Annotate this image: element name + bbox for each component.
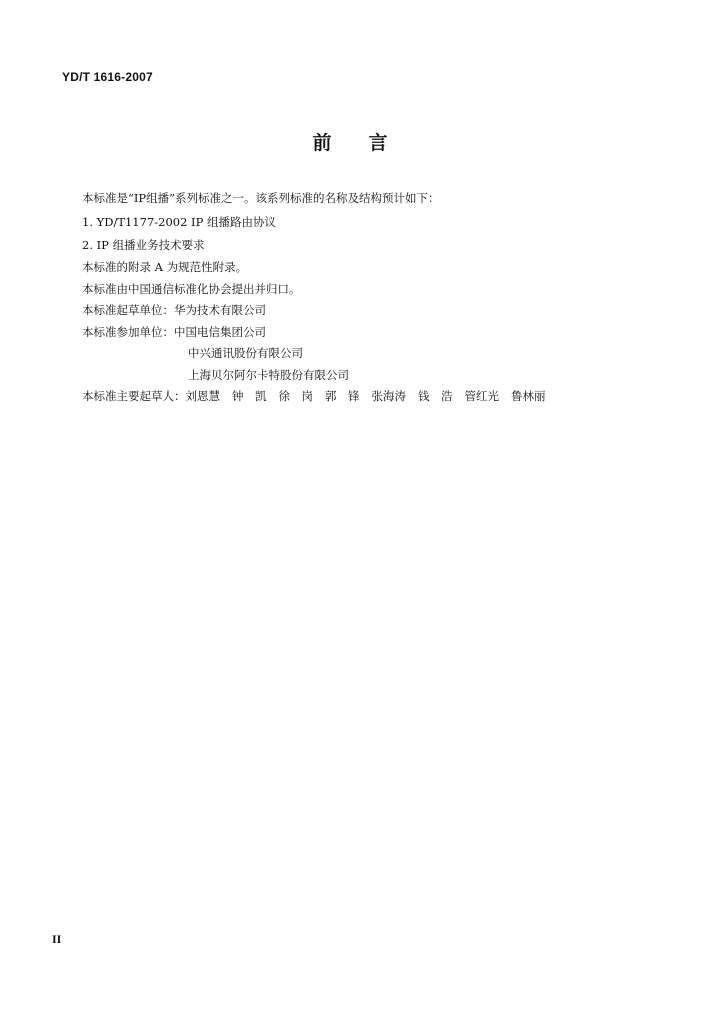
participating-units: 本标准参加单位：中国电信集团公司	[82, 325, 266, 339]
drafter-name: 钟 凯	[232, 389, 267, 403]
participant-3: 上海贝尔阿尔卡特股份有限公司	[188, 368, 349, 382]
standard-code: YD/T 1616-2007	[62, 70, 153, 84]
title-char-2: 言	[368, 132, 389, 154]
drafter-name: 张海涛	[371, 389, 406, 403]
drafting-unit: 本标准起草单位：华为技术有限公司	[82, 303, 266, 317]
appendix-note: 本标准的附录 A 为规范性附录。	[82, 260, 248, 274]
page-title	[0, 128, 701, 155]
intro-paragraph: 本标准是“IP组播”系列标准之一。该系列标准的名称及结构预计如下：	[82, 191, 440, 205]
drafters-label: 本标准主要起草人：	[82, 389, 186, 403]
page-number: II	[52, 932, 62, 946]
title-char-1: 前	[312, 132, 333, 154]
drafter-name: 郭 锋	[325, 389, 360, 403]
drafter-name: 管红光	[464, 389, 499, 403]
drafter-name: 徐 岗	[278, 389, 313, 403]
series-item-1: 1. YD/T1177-2002 IP 组播路由协议	[82, 215, 276, 229]
main-drafters	[82, 389, 546, 403]
proposal-note: 本标准由中国通信标准化协会提出并归口。	[82, 282, 301, 296]
drafter-name: 刘恩慧	[185, 389, 220, 403]
series-item-2: 2. IP 组播业务技术要求	[82, 238, 205, 252]
drafter-name: 钱 浩	[418, 389, 453, 403]
participant-2: 中兴通讯股份有限公司	[188, 346, 303, 360]
drafter-name: 鲁林丽	[511, 389, 546, 403]
